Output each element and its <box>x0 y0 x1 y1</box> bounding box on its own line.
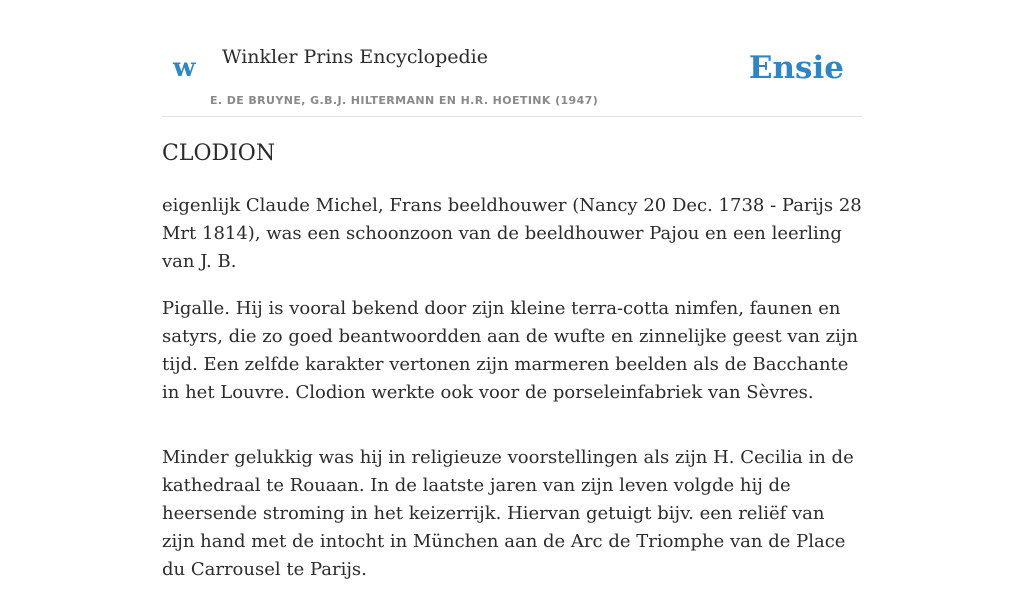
entry-content <box>162 138 862 603</box>
publication-authors: E. DE BRUYNE, G.B.J. HILTERMANN EN H.R. HOETINK (1947) <box>210 94 599 107</box>
publication-logo[interactable]: w <box>173 53 196 83</box>
entry-paragraph-1: eigenlijk Claude Michel, Frans beeldhouwer (Nancy 20 Dec. 1738 - Parijs 28 Mrt 1814), was een schoonzoon van de beeldhouwer Pajou en een leerling van J. B. <box>162 195 862 272</box>
entry-paragraph-3: Minder gelukkig was hij in religieuze voorstellingen als zijn H. Cecilia in de kathedraal te Rouaan. In de laatste jaren van zijn leven volgde hij de heersende stroming in het keizerrijk. Hiervan getuigt bijv. een reliëf van zijn hand met de intocht in München aan de Arc de Triomphe van de Place du Carrousel te Parijs. <box>162 447 854 580</box>
brand-logo[interactable]: Ensie <box>748 50 844 86</box>
site-header <box>162 40 862 117</box>
entry-paragraph-2: Pigalle. Hij is vooral bekend door zijn kleine terra-cotta nimfen, faunen en satyrs, die zo goed beantwoordden aan de wufte en zinnelijke geest van zijn tijd. Een zelfde karakter vertonen zijn marmeren beelden als de Bacchante in het Louvre. Clodion werkte ook voor de porseleinfabriek van Sèvres. <box>162 298 859 403</box>
publication-title[interactable]: Winkler Prins Encyclopedie <box>222 46 488 68</box>
entry-title: CLODION <box>162 141 276 166</box>
